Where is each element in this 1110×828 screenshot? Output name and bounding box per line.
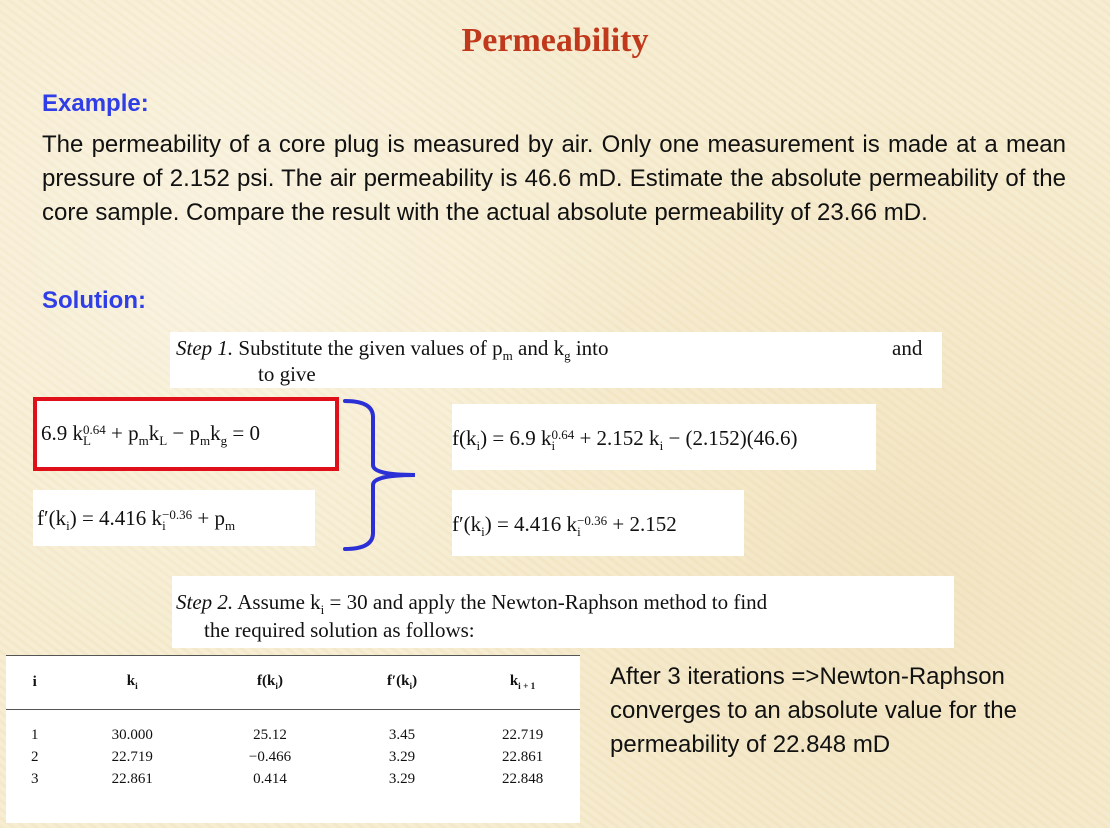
eq-boxed-sup: 0.64 <box>83 422 106 438</box>
eq-fprime-sup: −0.36 <box>162 507 193 523</box>
fprime-equation-right <box>452 490 744 556</box>
iteration-table-box <box>6 655 580 823</box>
bracket-icon <box>335 395 425 555</box>
table-cell: 3.45 <box>388 726 416 743</box>
table-cell: 1 <box>30 726 39 743</box>
eq-fk-sub-i2: i <box>551 438 556 454</box>
table-header-row <box>6 655 580 710</box>
header-fki <box>201 655 339 710</box>
eq-boxed-minus: − p <box>167 421 201 445</box>
header-ki <box>63 655 201 710</box>
eq-fprime-sub-i: i <box>66 518 70 534</box>
eq-boxed-sub-l: L <box>159 433 168 449</box>
step1-into: into <box>570 336 609 360</box>
eq-fk-sub-i3: i <box>659 438 664 454</box>
header-i <box>6 655 63 710</box>
table-cell: 25.12 <box>253 726 287 743</box>
header-fprime-tail: ) <box>412 672 418 689</box>
eq-boxed-k: k <box>148 421 160 445</box>
eq-fprime2-sub-i: i <box>481 524 485 540</box>
step1-to-give: to give <box>258 362 316 386</box>
step2-pre: Assume k <box>237 590 321 614</box>
eq-fprime-supsub <box>162 507 193 534</box>
header-kiplus1 <box>465 655 580 710</box>
table-cell: 22.861 <box>111 770 153 787</box>
eq-fprime2-tail: + 2.152 <box>607 512 677 536</box>
step2-box <box>172 576 954 648</box>
example-label: Example: <box>42 90 149 117</box>
eq-boxed-sub-m2: m <box>200 433 211 449</box>
table-row <box>6 768 580 790</box>
table-cell: 3 <box>30 770 39 787</box>
eq-fprime-mid: ) = 4.416 k <box>69 506 163 530</box>
table-cell: 3.29 <box>388 770 416 787</box>
header-fprime <box>339 655 465 710</box>
fprime-equation-left <box>33 490 315 546</box>
eq-fprime2-mid: ) = 4.416 k <box>484 512 578 536</box>
eq-fprime-sub-m: m <box>225 518 236 534</box>
table-cell: 22.719 <box>111 748 153 765</box>
header-fprime-sub: i <box>409 681 413 692</box>
eq-fk-supsub <box>551 427 575 454</box>
eq-boxed-end: = 0 <box>227 421 260 445</box>
iteration-table <box>6 655 580 790</box>
eq-fk-sub-i: i <box>476 438 481 454</box>
eq-fprime-plus: + p <box>192 506 225 530</box>
step1-line1 <box>176 336 609 364</box>
eq-fprime2-sup: −0.36 <box>577 513 608 529</box>
eq-fk-tail: − (2.152)(46.6) <box>663 426 798 450</box>
header-fki-tail: ) <box>277 672 283 689</box>
header-kiplus1-sub: i + 1 <box>518 681 536 692</box>
header-ki-sub: i <box>135 681 138 692</box>
eq-boxed-k2: k <box>210 421 221 445</box>
table-top-rule <box>6 655 580 656</box>
header-fprime-text: f′(k <box>386 672 410 689</box>
eq-fprime-lhs: f′(k <box>37 506 67 530</box>
eq-fk-lhs: f(k <box>452 426 477 450</box>
step1-sub-m: m <box>502 348 513 364</box>
table-cell: 22.861 <box>501 748 544 765</box>
step1-and-k: and k <box>512 336 565 360</box>
step1-sub-g: g <box>564 348 571 364</box>
step2-sub-i: i <box>320 602 325 618</box>
page-title: Permeability <box>461 22 649 59</box>
table-cell: 22.719 <box>501 726 544 743</box>
table-row <box>6 746 580 768</box>
boxed-equation <box>33 397 339 471</box>
conclusion-note: After 3 iterations =>Newton-Raphson converges to an absolute value for the permeability of 22.848 mD <box>610 663 1017 758</box>
eq-fk-mid: ) = 6.9 k <box>480 426 552 450</box>
eq-fprime2-supsub <box>577 513 608 540</box>
header-ki-text: k <box>126 672 136 689</box>
header-kiplus1-text: k <box>509 672 519 689</box>
eq-boxed-coef: 6.9 k <box>41 421 83 445</box>
header-fki-sub: i <box>275 681 278 692</box>
eq-fk-sup: 0.64 <box>551 427 575 443</box>
header-fki-text: f(k <box>257 672 276 689</box>
fprime-left-text <box>37 506 235 534</box>
step2-line2: the required solution as follows: <box>204 618 475 642</box>
eq-boxed-mid: + p <box>105 421 139 445</box>
eq-boxed-sub-m: m <box>138 433 149 449</box>
eq-fprime-sub-i2: i <box>162 518 166 534</box>
eq-fprime2-lhs: f′(k <box>452 512 482 536</box>
eq-boxed-sub: L <box>83 433 91 449</box>
eq-boxed-sub-g: g <box>220 433 228 449</box>
table-row <box>6 710 580 747</box>
step2-line1 <box>176 590 767 618</box>
fk-equation-right <box>452 404 876 470</box>
example-text: The permeability of a core plug is measured by air. Only one measurement is made at a mean pressure of 2.152 psi. The air permeability is 46.6 mD. Estimate the absolute permeability of the core sample. Compare the result with the actual absolute permeability of 23.66 mD. <box>42 131 1066 226</box>
step1-text: Substitute the given values of p <box>238 336 503 360</box>
table-cell: 2 <box>30 748 39 765</box>
step1-box <box>170 332 942 388</box>
table-cell: 22.848 <box>501 770 544 787</box>
header-i-text: i <box>32 673 37 690</box>
table-cell: 3.29 <box>388 748 416 765</box>
step2-post: = 30 and apply the Newton-Raphson method to find <box>324 590 768 614</box>
table-cell: 0.414 <box>253 770 287 787</box>
step1-and: and <box>892 336 923 360</box>
fk-right-text <box>452 426 798 454</box>
step2-label: Step 2. <box>176 590 234 614</box>
table-cell: 30.000 <box>111 726 153 743</box>
fprime-right-text <box>452 512 677 540</box>
boxed-equation-text <box>41 421 260 449</box>
table-cell: −0.466 <box>248 748 292 765</box>
solution-label: Solution: <box>42 287 146 314</box>
step1-label: Step 1. <box>176 336 234 360</box>
eq-fprime2-sub-i2: i <box>577 524 581 540</box>
eq-fk-rest: + 2.152 k <box>574 426 660 450</box>
eq-boxed-supsub <box>83 422 106 449</box>
